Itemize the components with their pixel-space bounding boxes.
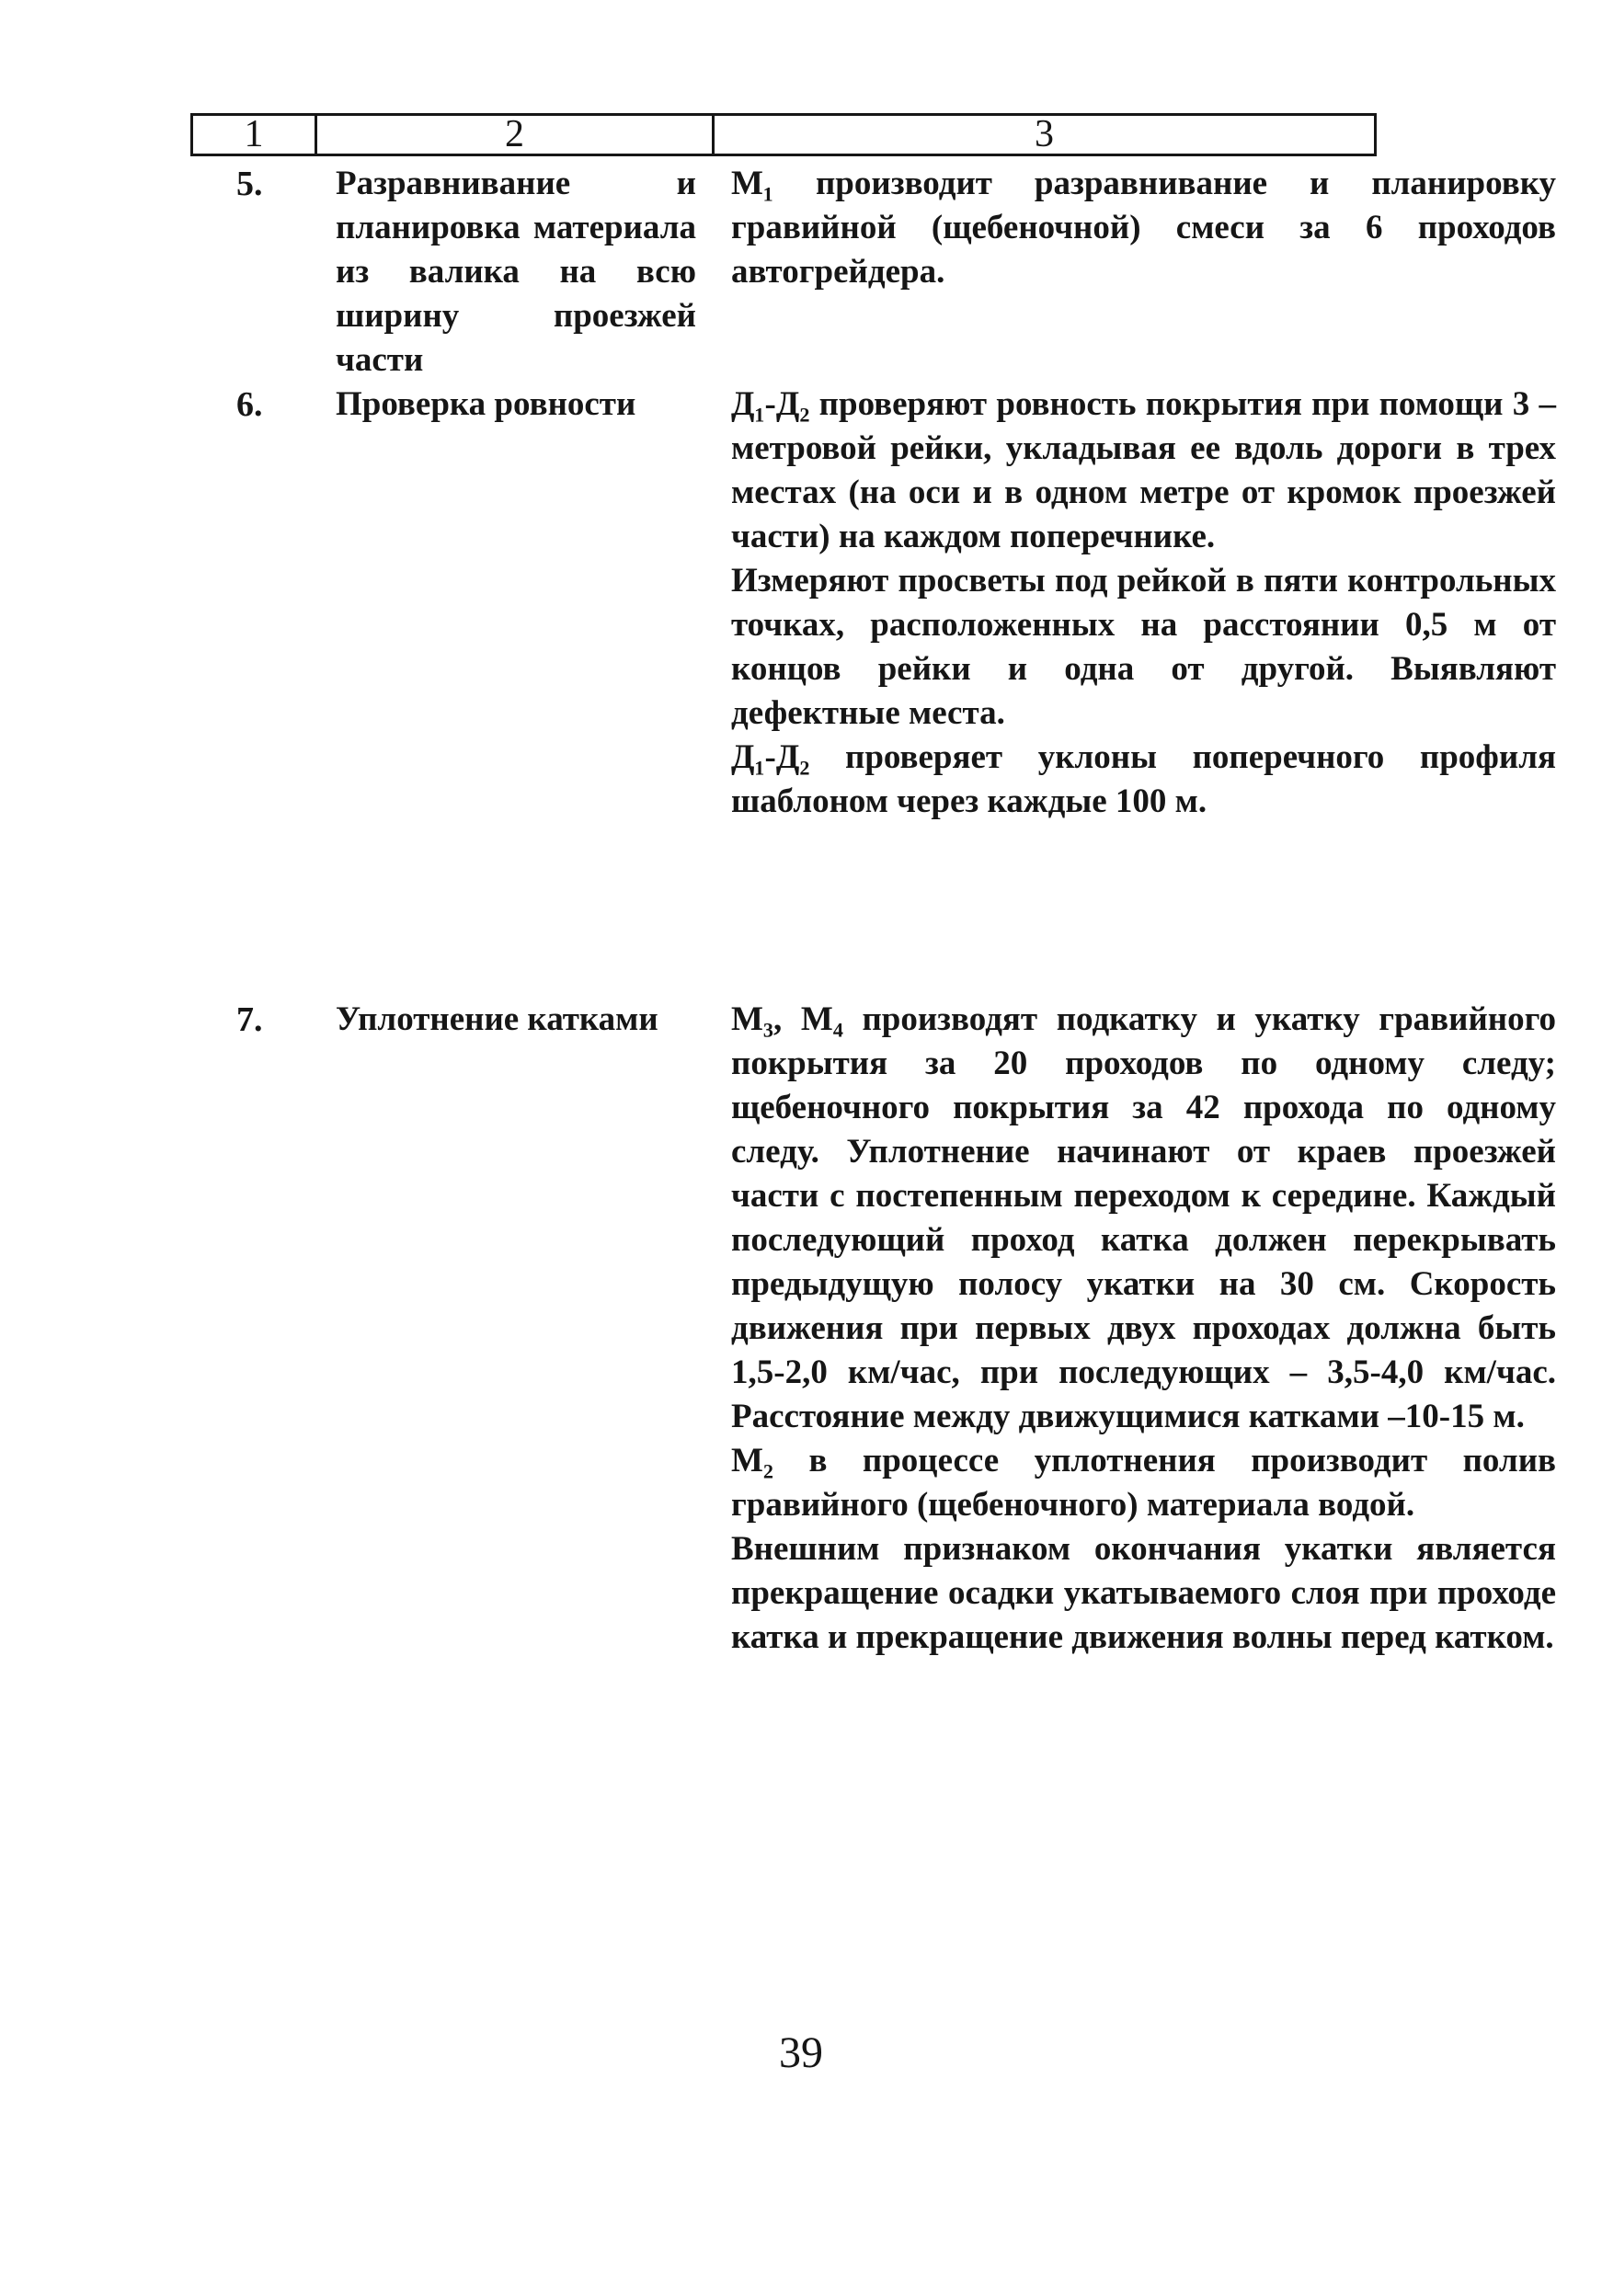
operation-name: Уплотнение катками [336,1000,658,1038]
description-paragraph: Внешним признаком окончания укатки является прекращение осадки укатываемого слоя при проходе катка и прекращение движения волны перед катком. [731,1530,1556,1656]
description-paragraph: Измеряют просветы под рейкой в пяти контрольных точках, расположенных на расстоянии 0,5 м от концов рейки и одна от другой. Выявляют дефектные места. [731,562,1556,732]
description-paragraph: М₁ производит разравнивание и планировку гравийной (щебеночной) смеси за 6 проходов автогрейдера. [731,165,1556,291]
row-number: 6. [236,385,263,424]
operation-description [731,162,1556,294]
description-paragraph: М₃, М₄ производят подкатку и укатку гравийного покрытия за 20 проходов по одному следу; щебеночного покрытия за 42 прохода по одному следу. Уплотнение начинают от краев проезжей части с постепенным переходом к середине. Каждый последующий проход катка должен перекрывать предыдущую полосу укатки на 30 см. Скорость движения при первых двух проходах должна быть 1,5-2,0 км/час, при последующих – 3,5-4,0 км/час. Расстояние между движущимися катками –10-15 м. [731,1000,1556,1435]
page-number: 39 [779,2028,823,2077]
operation-name: Проверка ровности [336,385,636,423]
description-paragraph: Д₁-Д₂ проверяют ровность покрытия при помощи 3 – метровой рейки, укладывая ее вдоль дороги в трех местах (на оси и в одном метре от кромок проезжей части) на каждом поперечнике. [731,385,1556,555]
row-number: 7. [236,1000,263,1039]
description-paragraph: Д₁-Д₂ проверяет уклоны поперечного профиля шаблоном через каждые 100 м. [731,738,1556,820]
operation-name: Разравнивание и планировка материала из валика на всю ширину проезжей части [336,165,696,379]
header-cell-3: 3 [1035,113,1054,155]
table-header-row [190,113,1377,156]
operation-description [731,998,1556,1660]
operation-description [731,383,1556,824]
header-cell-1: 1 [193,116,317,154]
header-cell-2: 2 [317,116,715,154]
row-number: 5. [236,165,263,203]
description-paragraph: М₂ в процессе уплотнения производит полив гравийного (щебеночного) материала водой. [731,1442,1556,1524]
